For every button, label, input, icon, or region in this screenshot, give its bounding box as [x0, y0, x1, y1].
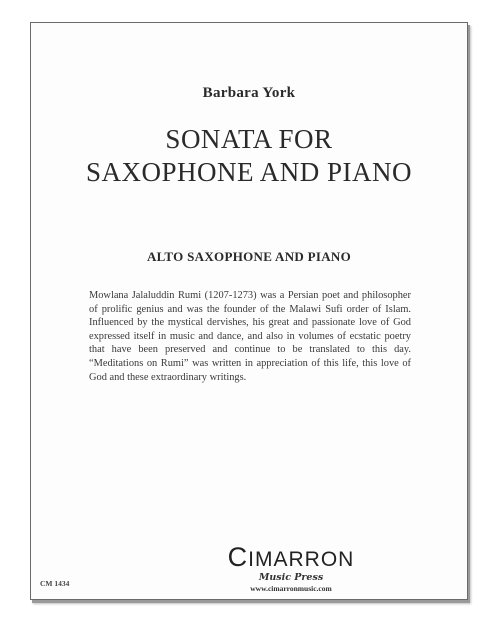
- composer-name: Barbara York: [202, 85, 296, 101]
- score-cover: [30, 22, 468, 600]
- instrumentation: ALTO SAXOPHONE AND PIANO: [146, 249, 352, 264]
- publisher-name: [221, 542, 361, 572]
- program-note: Mowlana Jalaluddin Rumi (1207-1273) was a Persian poet and philosopher of prolific genius and was the founder of the Malawi Sufi order of Islam. Influenced by the mystical dervishes, his great and passionate love of God expressed itself in music and dance, and also in volumes of ecstatic poetry that have been preserved and continue to be translated to this day. “Meditations on Rumi” was written in appreciation of this life, this love of God and these extraordinary writings.: [89, 290, 411, 383]
- publisher-name-rest: IMARRON: [248, 548, 355, 571]
- catalog-number: CM 1434: [40, 579, 70, 588]
- publisher-name-initial: C: [227, 542, 249, 572]
- title-line-1: SONATA FOR: [165, 124, 333, 154]
- publisher-url: www.cimarronmusic.com: [250, 584, 332, 593]
- publisher-subtitle: Music Press: [258, 572, 324, 583]
- work-title: [31, 123, 467, 189]
- publisher-logo: [221, 542, 361, 593]
- title-line-2: SAXOPHONE AND PIANO: [85, 157, 413, 187]
